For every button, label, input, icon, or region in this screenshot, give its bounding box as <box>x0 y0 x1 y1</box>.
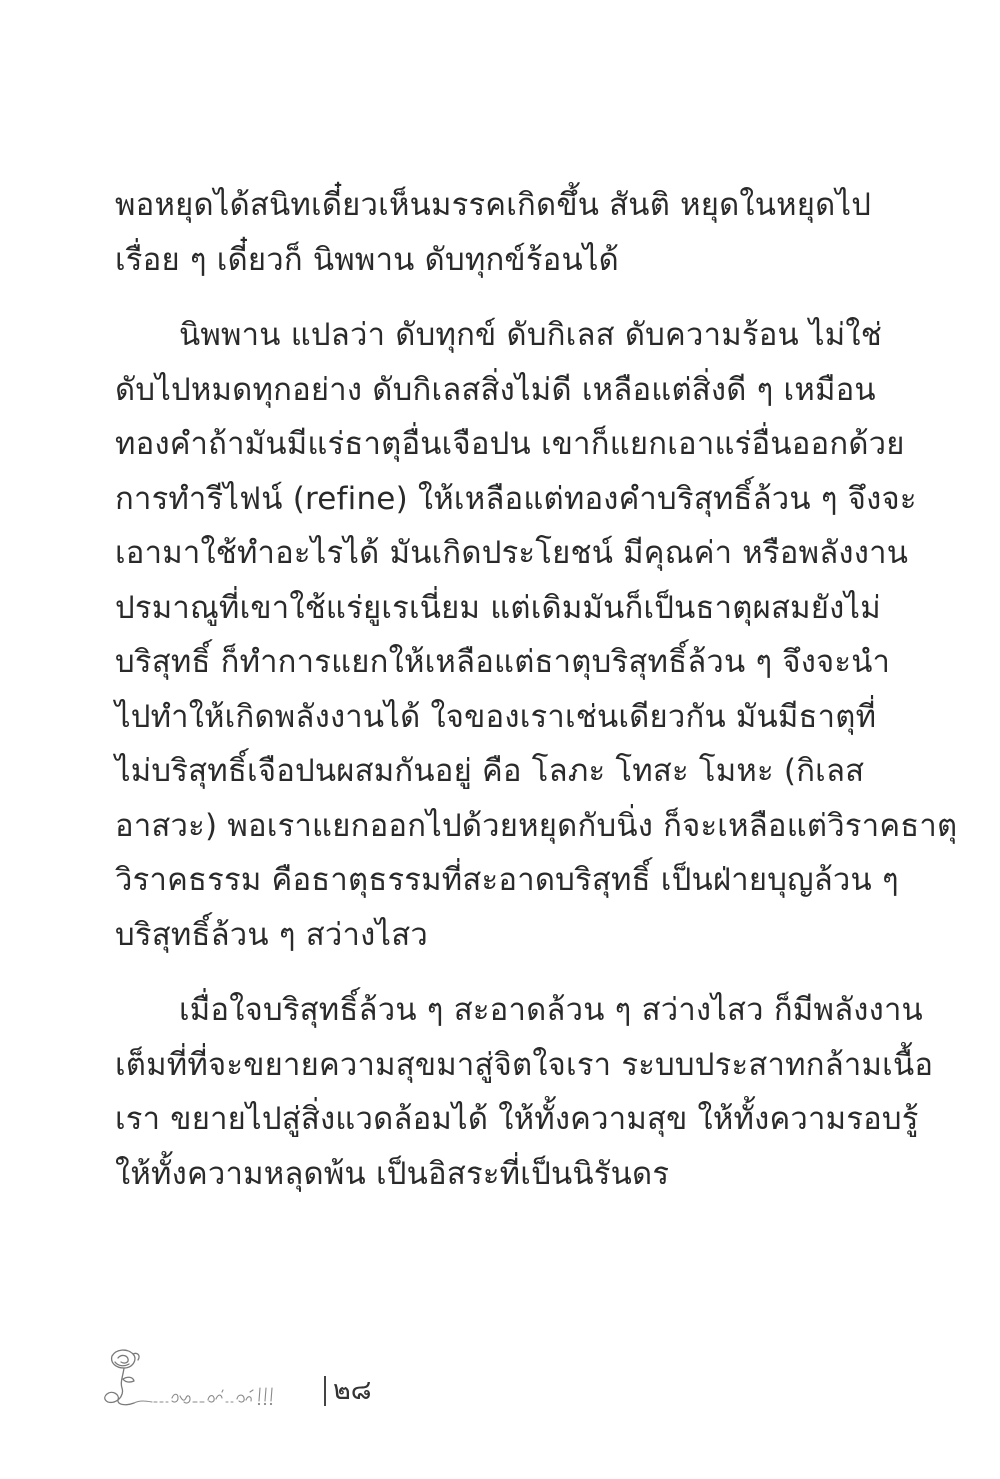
text-line: ทองคำถ้ามันมีแร่ธาตุอื่นเจือปน เขาก็แยกเอาแร่อื่นออกด้วย <box>115 426 905 462</box>
text-line: พอหยุดได้สนิทเดี๋ยวเห็นมรรคเกิดขึ้น สันติ หยุดในหยุดไป <box>115 187 872 223</box>
body-text <box>115 178 958 1201</box>
text-line: ดับไปหมดทุกอย่าง ดับกิเลสสิ่งไม่ดี เหลือแต่สิ่งดี ๆ เหมือน <box>115 371 876 408</box>
text-line: ไม่บริสุทธิ์เจือปนผสมกันอยู่ คือ โลภะ โทสะ โมหะ (กิเลส <box>115 753 865 789</box>
text-line: อาสวะ) พอเราแยกออกไปด้วยหยุดกับนิ่ง ก็จะเหลือแต่วิราคธาตุ <box>115 807 958 844</box>
text-line: บริสุทธิ์ ก็ทำการแยกให้เหลือแต่ธาตุบริสุทธิ์ล้วน ๆ จึงจะนำ <box>115 644 891 680</box>
text-line: เอามาใช้ทำอะไรได้ มันเกิดประโยชน์ มีคุณค่า หรือพลังงาน <box>115 535 909 571</box>
text-line: การทำรีไฟน์ (refine) ให้เหลือแต่ทองคำบริสุทธิ์ล้วน ๆ จึงจะ <box>115 480 917 517</box>
footer-separator <box>324 1376 326 1406</box>
page-footer <box>100 1348 400 1410</box>
page-number: ๒๘ <box>333 1375 372 1406</box>
text-line: บริสุทธิ์ล้วน ๆ สว่างไสว <box>115 916 428 953</box>
paragraph-2 <box>115 308 958 962</box>
text-line: เรา ขยายไปสู่สิ่งแวดล้อมได้ ให้ทั้งความสุข ให้ทั้งความรอบรู้ <box>115 1101 919 1137</box>
text-line: ไปทำให้เกิดพลังงานได้ ใจของเราเช่นเดียวกัน มันมีธาตุที่ <box>115 698 877 735</box>
text-line: นิพพาน แปลว่า ดับทุกข์ ดับกิเลส ดับความร้อน ไม่ใช่ <box>179 317 882 353</box>
paragraph-3 <box>115 983 934 1201</box>
rose-logo-icon <box>100 1348 320 1410</box>
text-line: เรื่อย ๆ เดี๋ยวก็ นิพพาน ดับทุกข์ร้อนได้ <box>115 241 620 278</box>
text-line: วิราคธรรม คือธาตุธรรมที่สะอาดบริสุทธิ์ เป็นฝ่ายบุญล้วน ๆ <box>115 862 899 898</box>
paragraph-1 <box>115 178 872 287</box>
text-line: ให้ทั้งความหลุดพ้น เป็นอิสระที่เป็นนิรันดร <box>115 1155 670 1192</box>
text-line: ปรมาณูที่เขาใช้แร่ยูเรเนี่ยม แต่เดิมมันก็เป็นธาตุผสมยังไม่ <box>115 589 881 626</box>
text-line: เต็มที่ที่จะขยายความสุขมาสู่จิตใจเรา ระบบประสาทกล้ามเนื้อ <box>115 1046 934 1083</box>
text-line: เมื่อใจบริสุทธิ์ล้วน ๆ สะอาดล้วน ๆ สว่างไสว ก็มีพลังงาน <box>179 992 923 1028</box>
